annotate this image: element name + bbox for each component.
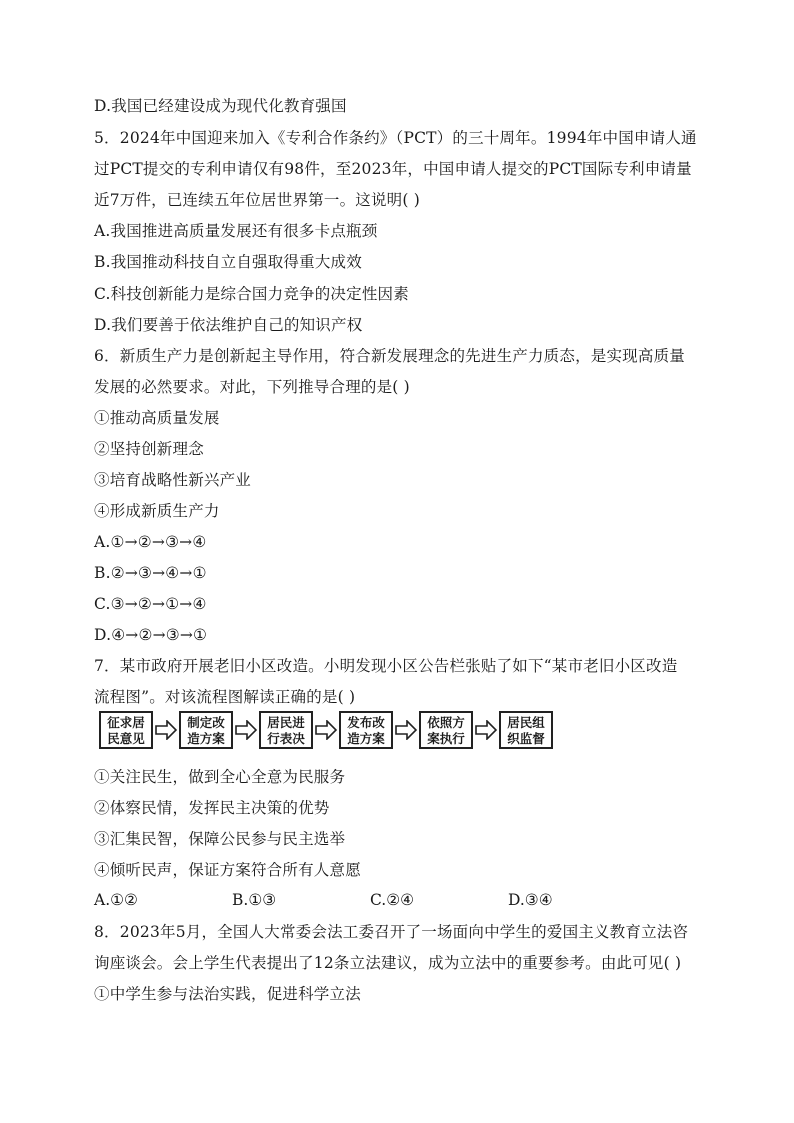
q6-option-d: D.④→②→③→①: [94, 626, 208, 644]
q7-item-3: ③汇集民智，保障公民参与民主选举: [94, 830, 346, 848]
q5-option-c: C.科技创新能力是综合国力竞争的决定性因素: [94, 285, 409, 303]
q5-option-d: D.我们要善于依法维护自己的知识产权: [94, 316, 363, 334]
q6-item-4: ④形成新质生产力: [94, 502, 220, 520]
q5-stem-line-2: 过PCT提交的专利申请仅有98件，至2023年，中国申请人提交的PCT国际专利申请量: [94, 160, 692, 178]
flow-arrow-icon: [315, 720, 337, 740]
q7-options: [94, 891, 704, 911]
flow-step-6: 居民组 织监督: [499, 711, 553, 749]
renovation-flowchart: [99, 711, 559, 753]
q7-item-4: ④倾听民声，保证方案符合所有人意愿: [94, 861, 361, 879]
q8-item-1: ①中学生参与法治实践，促进科学立法: [94, 985, 361, 1003]
q6-stem-line-1: 6．新质生产力是创新起主导作用，符合新发展理念的先进生产力质态，是实现高质量: [94, 347, 685, 365]
q4-option-d: D.我国已经建设成为现代化教育强国: [94, 97, 347, 115]
q6-item-3: ③培育战略性新兴产业: [94, 471, 252, 489]
q7-stem-line-2: 流程图”。对该流程图解读正确的是( ): [94, 688, 356, 706]
flow-step-5: 依照方 案执行: [419, 711, 473, 749]
flow-arrow-icon: [235, 720, 257, 740]
flow-step-3: 居民进 行表决: [259, 711, 313, 749]
q6-item-1: ①推动高质量发展: [94, 409, 220, 427]
q7-option-a: A.①②: [94, 891, 138, 909]
flow-arrow-icon: [155, 720, 177, 740]
q8-stem-line-2: 询座谈会。会上学生代表提出了12条立法建议，成为立法中的重要参考。由此可见( ): [94, 954, 682, 972]
q7-stem-line-1: 7．某市政府开展老旧小区改造。小明发现小区公告栏张贴了如下“某市老旧小区改造: [94, 657, 678, 675]
q6-option-b: B.②→③→④→①: [94, 564, 207, 582]
q6-item-2: ②坚持创新理念: [94, 440, 204, 458]
flow-step-2: 制定改 造方案: [179, 711, 233, 749]
flow-step-4: 发布改 造方案: [339, 711, 393, 749]
flow-arrow-icon: [475, 720, 497, 740]
q5-stem-line-3: 近7万件，已连续五年位居世界第一。这说明( ): [94, 191, 420, 209]
q7-option-b: B.①③: [232, 891, 277, 909]
flow-arrow-icon: [395, 720, 417, 740]
q5-stem-line-1: 5．2024年中国迎来加入《专利合作条约》（PCT）的三十周年。1994年中国申请人通: [94, 129, 697, 147]
q6-option-a: A.①→②→③→④: [94, 533, 207, 551]
q5-option-a: A.我国推进高质量发展还有很多卡点瓶颈: [94, 222, 378, 240]
q7-option-d: D.③④: [508, 891, 553, 909]
q5-option-b: B.我国推动科技自立自强取得重大成效: [94, 253, 362, 271]
q7-option-c: C.②④: [370, 891, 415, 909]
flow-step-1: 征求居 民意见: [99, 711, 153, 749]
q7-item-1: ①关注民生，做到全心全意为民服务: [94, 768, 346, 786]
q6-stem-line-2: 发展的必然要求。对此，下列推导合理的是( ): [94, 378, 410, 396]
q7-item-2: ②体察民情，发挥民主决策的优势: [94, 799, 330, 817]
q6-option-c: C.③→②→①→④: [94, 595, 207, 613]
q8-stem-line-1: 8．2023年5月，全国人大常委会法工委召开了一场面向中学生的爱国主义教育立法咨: [94, 923, 689, 941]
